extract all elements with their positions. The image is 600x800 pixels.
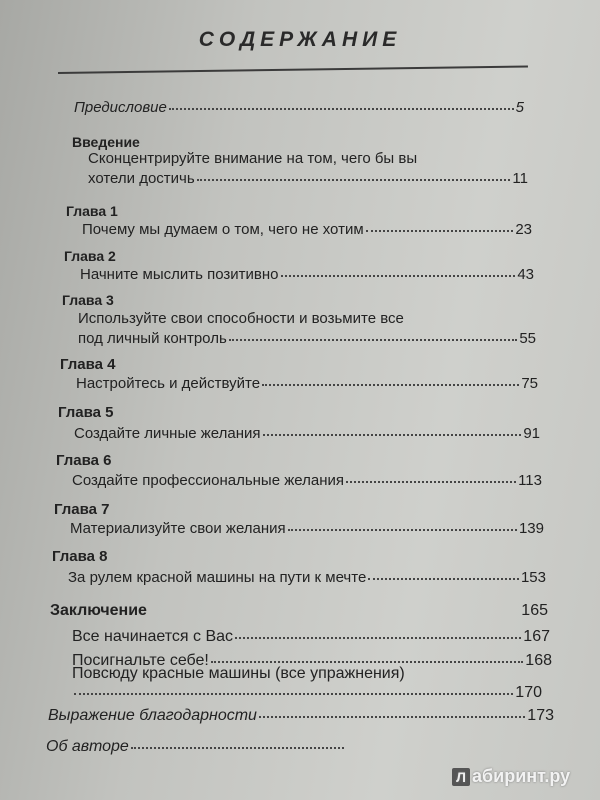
entry-text: Выражение благодарности [48,707,257,724]
dot-leader [235,637,521,639]
toc-entry-ch4 [76,375,538,392]
page-number: 23 [515,221,532,238]
toc-entry-ch8 [68,569,546,586]
toc-entry-thanks [48,707,554,725]
page-number: 139 [518,520,544,537]
dot-leader [263,434,522,436]
toc-entry-sub3 [72,684,542,702]
page-number: 91 [523,425,540,442]
intro-line1: Сконцентрируйте внимание на том, чего бы вы [88,150,418,167]
toc-entry-ch7 [70,520,544,537]
heading-ch8: Глава 8 [52,548,108,565]
dot-leader [74,693,513,695]
entry-text: под личный контроль [78,330,227,347]
page-number: 153 [520,569,546,586]
entry-text: Создайте личные желания [74,425,261,442]
page-number: 43 [517,266,534,283]
heading-ch7: Глава 7 [54,501,110,518]
entry-text: Посигнальте себе! [72,652,209,669]
heading-ch3: Глава 3 [62,292,114,308]
page-number: 113 [518,472,542,489]
toc-entry-author [46,738,346,756]
toc-entry-ch2 [80,266,534,283]
toc-entry-ch6 [72,472,542,489]
page-number: 167 [523,628,550,645]
dot-leader [169,108,514,110]
dot-leader [288,529,517,531]
entry-text: Создайте профессиональные желания [72,472,344,489]
entry-text: Предисловие [74,99,167,116]
entry-text: Начните мыслить позитивно [80,266,279,283]
entry-text: хотели достичь [88,170,195,187]
heading-ch1: Глава 1 [66,203,118,219]
dot-leader [229,339,518,341]
toc-entry-sub1 [72,628,550,646]
page-number: 11 [512,170,528,187]
ch3-line1: Используйте свои способности и возьмите все [78,310,404,327]
labirint-watermark [452,766,570,787]
labirint-logo-icon: Л [452,768,470,786]
dot-leader [131,747,344,749]
sub3-line: Повсюду красные машины (все упражнения) [72,665,405,682]
entry-text: Материализуйте свои желания [70,520,286,537]
heading-ch4: Глава 4 [60,356,116,373]
dot-leader [368,578,519,580]
heading-ch5: Глава 5 [58,404,114,421]
heading-ch2: Глава 2 [64,248,116,264]
page-number: 168 [525,652,552,669]
toc-entry-ch3 [78,330,536,347]
entry-text: Все начинается с Вас [72,628,234,645]
dot-leader [197,179,511,181]
page-number: 75 [521,375,538,392]
toc-entry-preface [74,99,524,116]
entry-text: Почему мы думаем о том, чего не хотим [82,221,364,238]
page-number: 5 [515,99,524,116]
entry-text: Об авторе [46,738,129,755]
toc-entry-ch1 [82,221,532,238]
dot-leader [346,481,516,483]
dot-leader [259,716,525,718]
toc-entry-ch5 [74,425,540,442]
entry-text: Заключение [50,602,147,619]
dot-leader [281,275,516,277]
watermark-text: абиринт.ру [472,766,571,786]
entry-text: Настройтесь и действуйте [76,375,261,392]
heading-intro: Введение [72,134,140,150]
page-number: 170 [515,684,542,701]
page-number: 55 [519,330,536,347]
dot-leader [211,661,523,663]
entry-text: За рулем красной машины на пути к мечте [68,569,367,586]
heading-ch6: Глава 6 [56,452,112,469]
toc-title: СОДЕРЖАНИЕ [198,28,402,51]
page-number: 165 [521,602,548,619]
dot-leader [366,230,514,232]
dot-leader [262,384,519,386]
toc-entry-conclusion [50,602,548,620]
toc-entry-intro [88,170,528,187]
title-underline [58,65,528,74]
page-number: 173 [527,707,554,724]
